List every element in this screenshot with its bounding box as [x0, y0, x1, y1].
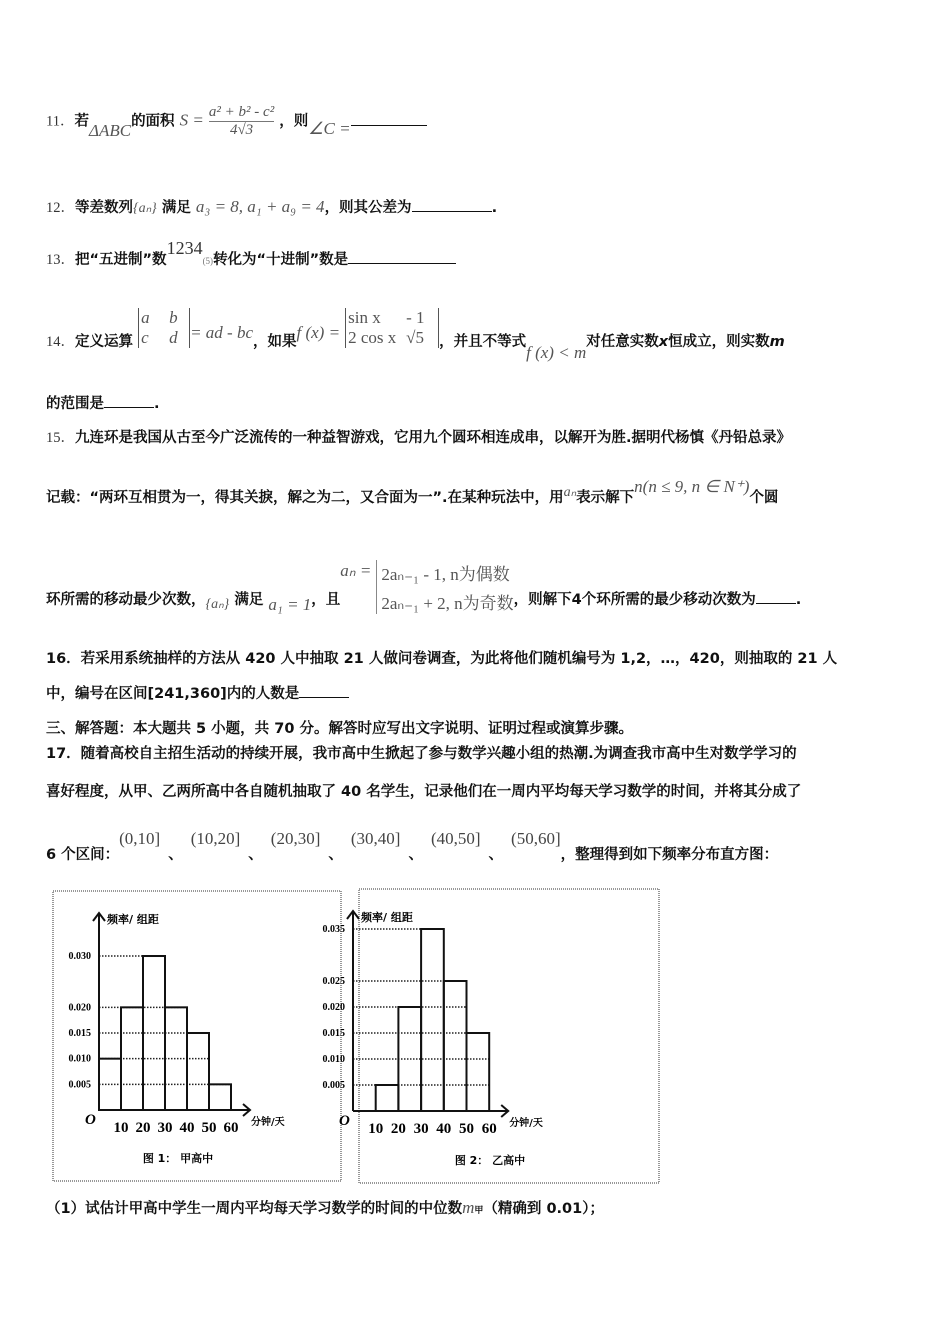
x-tick-label: 60: [481, 1121, 497, 1137]
text: ，则其公差为: [324, 200, 412, 216]
question-14-line2: [46, 392, 160, 413]
text: 、: [248, 847, 263, 863]
y-tick-label: 0.010: [68, 1053, 91, 1065]
math: 1234: [166, 238, 203, 258]
x-tick-label: 20: [390, 1121, 406, 1137]
x-axis-label: 分钟/天: [509, 1118, 543, 1129]
math: m: [462, 1198, 475, 1217]
text: 三、解答题：本大题共 5 小题，共 70 分。解答时应写出文字说明、证明过程或演算步骤。: [46, 721, 633, 737]
x-tick-label: 40: [436, 1121, 452, 1137]
math: aₙ =: [340, 561, 372, 580]
interval: (30,40]: [350, 829, 401, 848]
y-tick-label: 0.015: [322, 1028, 345, 1039]
q-num: 12．: [46, 200, 75, 216]
y-tick-label: 0.035: [322, 924, 345, 935]
x-axis-label: 分钟/天: [251, 1117, 285, 1128]
question-14: [46, 308, 785, 362]
math: f (x) =: [296, 323, 341, 342]
answer-blank[interactable]: [104, 395, 154, 408]
x-tick-label: 10: [368, 1121, 384, 1137]
math: ΔABC: [88, 120, 132, 140]
text: 满足: [234, 592, 264, 608]
cell: c: [141, 328, 149, 347]
math: = ad - bc: [190, 323, 253, 342]
math: ∠C =: [308, 118, 351, 138]
q-num: 13．: [46, 252, 75, 268]
text: 等差数列: [75, 200, 133, 216]
text: 转化为“十进制”数是: [213, 252, 349, 268]
text: 定义运算: [75, 334, 133, 350]
cell: d: [169, 328, 178, 347]
question-16-line2: [46, 682, 349, 703]
answer-blank[interactable]: [756, 591, 796, 604]
question-15-line3: [46, 560, 801, 614]
q-num: 14．: [46, 334, 75, 350]
x-tick-label: 60: [223, 1120, 239, 1136]
x-tick-label: 10: [113, 1120, 129, 1136]
interval: (0,10]: [119, 829, 161, 848]
question-15-line1: [46, 426, 791, 447]
text: .: [795, 592, 802, 608]
question-17-line3: [46, 828, 779, 863]
question-17-part1: [46, 1197, 604, 1218]
text: 把“五进制”数: [75, 252, 167, 268]
math: a₃ = 8, a₁ + a₉ = 4: [195, 197, 325, 216]
numerator: a² + b² - c²: [208, 104, 275, 120]
piecewise: [376, 560, 513, 614]
answer-blank[interactable]: [348, 251, 456, 264]
cell: - 1: [406, 308, 425, 327]
y-tick-label: 0.025: [322, 976, 345, 987]
text: 16．若采用系统抽样的方法从 420 人中抽取 21 人做问卷调查，为此将他们随机编号为 1,2，…，420，则抽取的 21 人: [46, 651, 838, 667]
text: ，整理得到如下频率分布直方图：: [560, 847, 779, 863]
histogram-school-jia: [52, 888, 344, 1184]
math: aₙ: [563, 485, 577, 500]
text: 个环所需的最少移动次数为: [581, 592, 756, 608]
determinant: [138, 308, 190, 348]
origin-label: O: [339, 1113, 350, 1129]
y-tick-label: 0.015: [68, 1028, 91, 1040]
cell: 2 cos x: [348, 328, 397, 347]
text: 的面积: [131, 113, 175, 130]
text: 记载：“两环互相贯为一，得其关捩，解之为二，又合面为一”.在某种玩法中，用: [46, 490, 564, 506]
question-16-line1: [46, 647, 837, 668]
text: 环所需的移动最少次数，: [46, 592, 206, 608]
text: m: [769, 334, 785, 350]
text: 若: [74, 113, 89, 130]
text: 表示解下: [576, 490, 635, 506]
chart-title: 图 1： 甲高中: [142, 1152, 214, 1165]
x-tick-label: 50: [459, 1121, 474, 1137]
fraction: [209, 104, 274, 139]
text: 、: [408, 847, 423, 863]
determinant: [345, 308, 439, 348]
text: （1）试估计甲高中学生一周内平均每天学习数学的时间的中位数: [46, 1201, 463, 1217]
q-num: 11．: [46, 113, 75, 130]
question-12: [46, 196, 497, 217]
text: 个圆: [749, 490, 779, 506]
text: 中，编号在区间[241,360]内的人数是: [46, 686, 300, 702]
interval: (20,30]: [270, 829, 321, 848]
case: 2aₙ₋₁ + 2, n为奇数: [381, 594, 514, 613]
text: 、: [168, 847, 183, 863]
text: .: [491, 200, 498, 216]
text: 恒成立，则实数: [668, 334, 770, 350]
text: 的范围是: [46, 396, 104, 412]
text: ，则解下: [513, 592, 572, 608]
question-17-line1: [46, 742, 797, 763]
math: S =: [179, 110, 204, 130]
denominator: 4√3: [229, 122, 254, 138]
x-tick-label: 30: [413, 1121, 429, 1137]
text: 、: [328, 847, 343, 863]
y-tick-label: 0.005: [322, 1080, 345, 1091]
y-tick-label: 0.020: [322, 1002, 345, 1013]
answer-blank[interactable]: [412, 199, 492, 212]
cell: a: [141, 308, 150, 327]
y-tick-label: 0.030: [68, 951, 91, 963]
text: .: [154, 396, 160, 412]
interval: (40,50]: [430, 829, 481, 848]
math: {aₙ}: [133, 201, 157, 216]
answer-blank[interactable]: [351, 113, 427, 126]
interval: (50,60]: [511, 829, 561, 848]
text: 、: [488, 847, 504, 863]
text: 甲: [474, 1206, 484, 1216]
text: 4: [571, 592, 582, 608]
text: 对任意实数: [586, 334, 659, 350]
text: 满足: [161, 200, 191, 216]
question-11: [46, 104, 427, 139]
x-tick-label: 50: [201, 1120, 217, 1136]
question-13: [46, 238, 456, 269]
cell: b: [169, 308, 178, 327]
y-tick-label: 0.020: [68, 1002, 91, 1014]
y-tick-label: 0.005: [68, 1079, 91, 1091]
text: 九连环是我国从古至今广泛流传的一种益智游戏，它用九个圆环相连成串，以解开为胜.据明代杨慎《丹铅总录》: [75, 430, 792, 446]
math: n(n ≤ 9, n ∈ N⁺): [634, 477, 750, 496]
math: (5): [202, 256, 214, 266]
text: x: [658, 334, 669, 350]
case: 2aₙ₋₁ - 1, n为偶数: [381, 565, 510, 584]
question-15-line2: [46, 477, 779, 507]
math: f (x) < m: [526, 343, 587, 362]
answer-blank[interactable]: [299, 685, 349, 698]
text: 喜好程度，从甲、乙两所高中各自随机抽取了 40 名学生，记录他们在一周内平均每天学习数学的时间，并将其分成了: [46, 784, 802, 800]
text: ，则: [279, 113, 309, 130]
text: ，且: [311, 592, 341, 608]
chart-frame: [53, 891, 341, 1181]
math: {aₙ}: [205, 597, 230, 612]
text: 6 个区间：: [46, 847, 120, 863]
interval: (10,20]: [190, 829, 241, 848]
histogram-school-yi: [322, 886, 662, 1186]
q-num: 15．: [46, 430, 75, 446]
x-tick-label: 30: [157, 1120, 173, 1136]
text: （精确到 0.01）；: [483, 1201, 604, 1217]
y-axis-label: 频率/ 组距: [107, 913, 159, 926]
cell: sin x: [348, 308, 381, 327]
text: 17．随着高校自主招生活动的持续开展，我市高中生掀起了参与数学兴趣小组的热潮.为调查我市高中生对数学学习的: [46, 746, 797, 762]
question-17-line2: [46, 780, 801, 801]
text: ，如果: [253, 334, 297, 350]
x-tick-label: 40: [179, 1120, 195, 1136]
cell: √5: [406, 328, 424, 347]
y-tick-label: 0.010: [322, 1054, 345, 1065]
chart-title: 图 2： 乙高中: [454, 1154, 526, 1167]
chart-frame: [359, 889, 659, 1183]
x-tick-label: 20: [135, 1120, 151, 1136]
origin-label: O: [85, 1112, 96, 1128]
section-3-heading: [46, 717, 633, 738]
math: a₁ = 1: [268, 595, 312, 614]
text: ，并且不等式: [439, 334, 527, 350]
y-axis-label: 频率/ 组距: [361, 911, 413, 924]
